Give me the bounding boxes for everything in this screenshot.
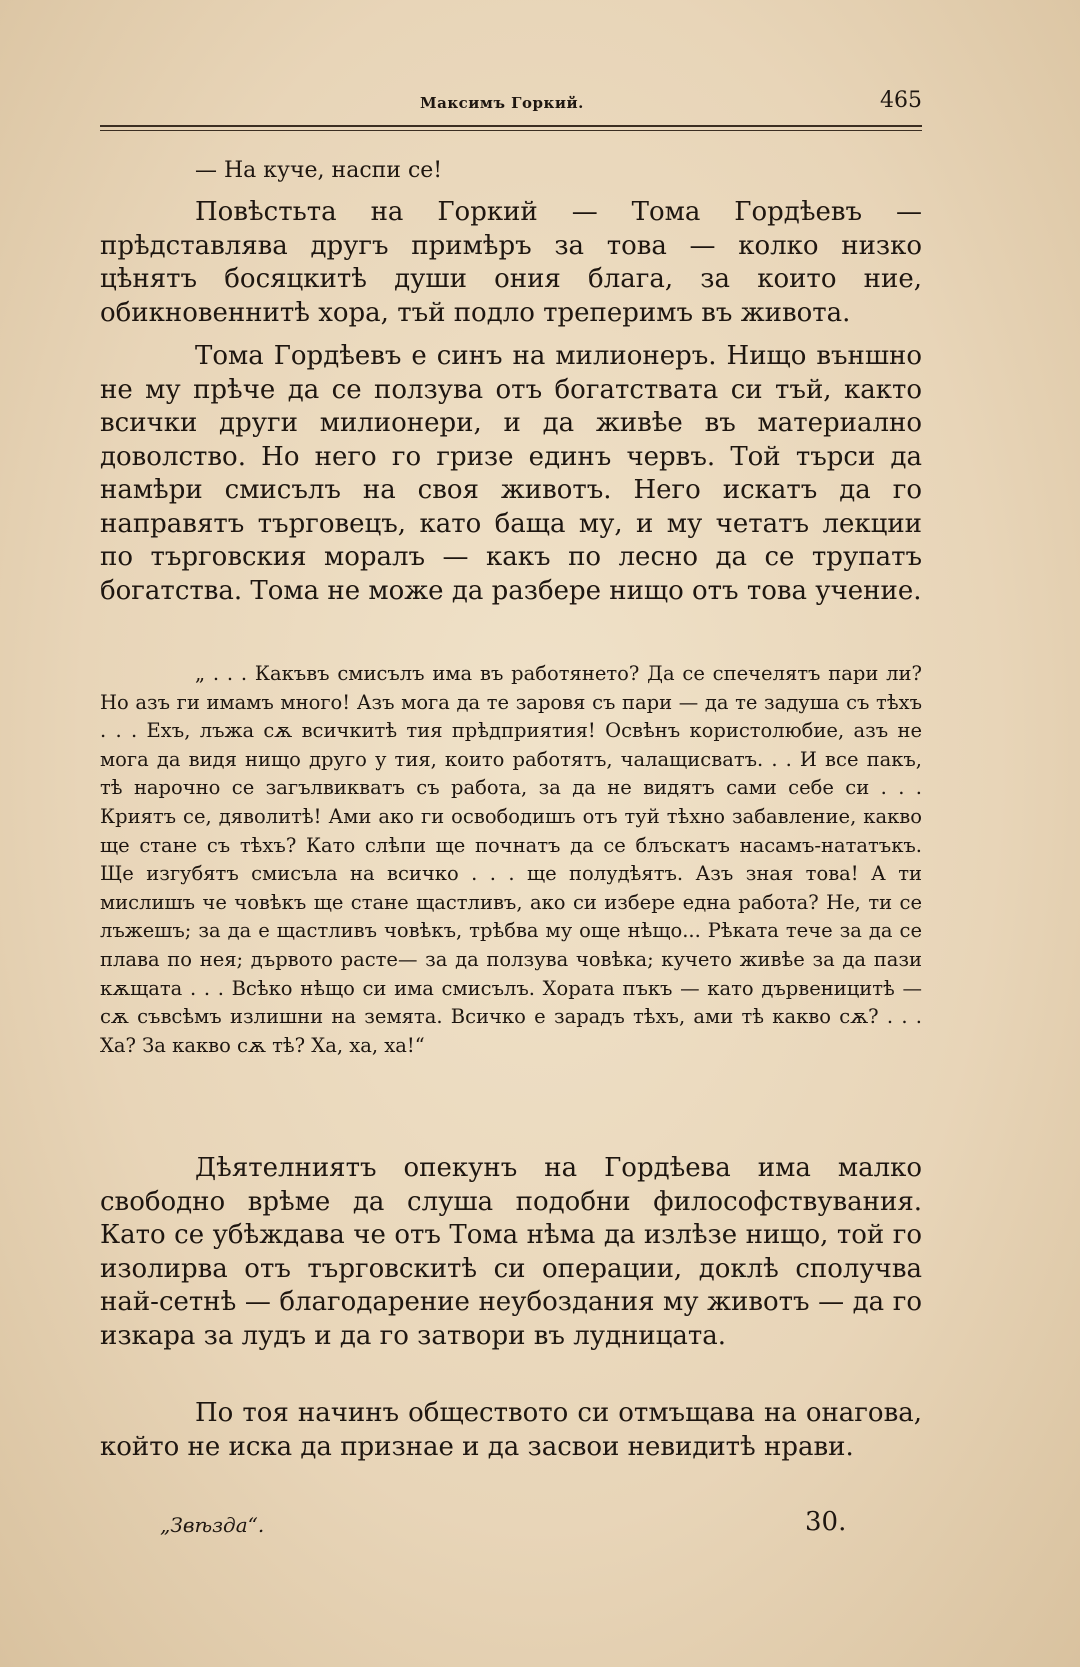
page-number: 465 xyxy=(880,88,922,113)
paragraph-3: Дѣятелниятъ опекунъ на Гордѣева има малко свободно врѣме да слуша подобни философствувания. Като се убѣждава че отъ Тома нѣма да излѣзе нищо, той го изолирва отъ търговскитѣ си операции, доклѣ сполучва най-сетнѣ — благодарение неубоздания му животъ — да го изкара за лудъ и да го затвори въ лудницата. xyxy=(100,1153,922,1351)
paragraph-2: Тома Гордѣевъ е синъ на милионеръ. Нищо външно не му прѣче да се ползува отъ богатствата си тъй, както всички други милионери, и да живѣе въ материално доволство. Но него го гризе единъ червъ. Той търси да намѣри смисълъ на своя животъ. Него искатъ да го направятъ търговецъ, като баща му, и му четатъ лекции по търговския моралъ — какъ по лесно да се трупатъ богатства. Тома не може да разбере нищо отъ това учение. xyxy=(100,341,922,606)
page-footer xyxy=(100,1507,922,1547)
paragraph-1: Повѣстьта на Горкий — Тома Гордѣевъ — прѣдставлява другъ примѣръ за това — колко низко цѣнятъ босяцкитѣ души ония блага, за които ние, обикновеннитѣ хора, тъй подло треперимъ въ живота. xyxy=(100,197,922,328)
block-quote: „ . . . Какъвъ смисълъ има въ работянето? Да се спечелятъ пари ли? Но азъ ги имамъ много! Азъ мога да те заровя съ пари — да те задуша съ тѣхъ . . . Ехъ, лъжа сѫ всичкитѣ тия прѣдприятия! Освѣнъ користолюбие, азъ не мога да видя нищо друго у тия, които работятъ, чалащисватъ. . . И все пакъ, тѣ нарочно се загълвикватъ съ работа, за да не видятъ сами себе си . . . Криятъ се, дяволитѣ! Ами ако ги освободишъ отъ туй тѣхно забавление, какво ще стане съ тѣхъ? Като слѣпи ще почнатъ да се блъскатъ насамъ-нататъкъ. Ще изгубятъ смисъла на всичко . . . ще полудѣятъ. Азъ зная това! А ти мислишъ че човѣкъ ще стане щастливъ, ако си избере една работа? Не, ти се лъжешъ; за да е щастливъ човѣкъ, трѣбва му още нѣщо... Рѣката тече за да се плава по нея; дървото расте— за да ползува човѣка; кучето живѣе за да пази кѫщата . . . Всѣко нѣщо си има смисълъ. Хората пъкъ — като дървеницитѣ — сѫ съвсѣмъ излишни на земята. Всичко е зарадъ тѣхъ, ами тѣ какво сѫ? . . . Ха? За какво сѫ тѣ? Ха, ха, ха!“ xyxy=(100,662,922,1057)
running-title: Максимъ Горкий. xyxy=(420,94,584,112)
paragraph-4: По тоя начинъ обществото си отмъщава на онагова, който не иска да признае и да засвои невидитѣ нрави. xyxy=(100,1398,922,1462)
page-header xyxy=(100,88,922,122)
dialogue-line: — На куче, наспи се! xyxy=(195,158,443,183)
sheet-number: 30. xyxy=(805,1507,847,1537)
signature-mark: „Звѣзда“. xyxy=(160,1513,265,1537)
header-rule-thick xyxy=(100,125,922,127)
header-rule-thin xyxy=(100,130,922,131)
